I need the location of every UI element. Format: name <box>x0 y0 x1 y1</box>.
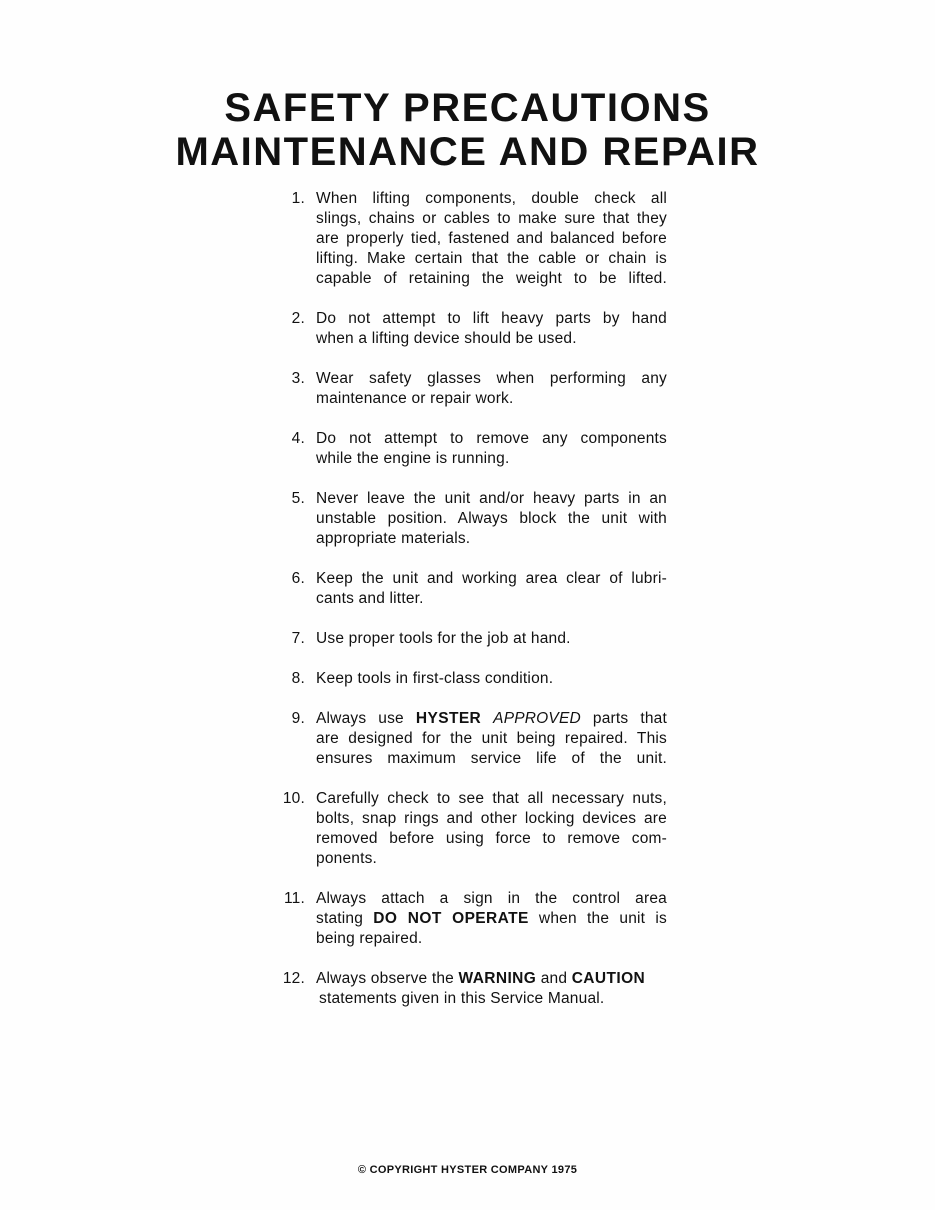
page-title <box>0 86 935 174</box>
item-number: 1. <box>291 190 305 207</box>
copyright-footer: © COPYRIGHT HYSTER COMPANY 1975 <box>357 1164 578 1176</box>
text-line: Keep tools in first-class condition. <box>316 670 554 687</box>
text-line: Wear safety glasses when performing any <box>316 370 667 387</box>
text-line: maintenance or repair work. <box>316 390 514 407</box>
text-segment: and <box>536 970 572 987</box>
text-line <box>316 909 667 929</box>
item-number: 12. <box>282 970 305 987</box>
text-line: being repaired. <box>316 930 423 947</box>
list-item <box>272 489 667 549</box>
text-line: statements given in this Service Manual. <box>319 990 605 1007</box>
list-item <box>272 369 667 409</box>
text-segment: when the unit is <box>528 910 667 927</box>
item-text <box>316 369 667 409</box>
item-text <box>316 969 667 1009</box>
item-number: 4. <box>291 430 305 447</box>
list-item <box>272 429 667 469</box>
text-line: appropriate materials. <box>316 530 471 547</box>
text-line <box>316 969 667 989</box>
text-segment: Always use <box>316 710 416 727</box>
item-text <box>316 629 667 649</box>
title-line-2: MAINTENANCE AND REPAIR <box>175 130 760 174</box>
item-text <box>316 569 667 609</box>
text-line: are designed for the unit being repaired. This <box>316 730 667 747</box>
text-segment: Always observe the <box>316 970 459 987</box>
item-text <box>316 789 667 869</box>
text-line: Keep the unit and working area clear of lubri- <box>316 570 667 587</box>
list-item <box>272 789 667 869</box>
item-text <box>316 669 667 689</box>
text-line: lifting. Make certain that the cable or chain is <box>316 250 667 267</box>
item-number: 7. <box>291 630 305 647</box>
list-item <box>272 669 667 689</box>
text-line: removed before using force to remove com- <box>316 830 667 847</box>
item-text <box>316 309 667 349</box>
brand-text: HYSTER <box>415 710 482 727</box>
item-text <box>316 889 667 949</box>
item-number: 6. <box>291 570 305 587</box>
list-item <box>272 189 667 289</box>
text-line: ensures maximum service life of the unit. <box>316 750 667 767</box>
item-number: 8. <box>291 670 305 687</box>
text-line: When lifting components, double check all <box>316 190 667 207</box>
list-item <box>272 569 667 609</box>
list-item <box>272 969 667 1009</box>
text-line: Never leave the unit and/or heavy parts in an <box>316 490 667 507</box>
emphasis-text: DO NOT OPERATE <box>373 910 529 927</box>
title-line-1: SAFETY PRECAUTIONS <box>224 86 711 130</box>
text-line: ponents. <box>316 850 378 867</box>
list-item <box>272 629 667 649</box>
text-segment: stating <box>316 910 374 927</box>
list-item <box>272 709 667 769</box>
text-line: when a lifting device should be used. <box>316 330 577 347</box>
text-segment: parts that <box>580 710 667 727</box>
item-text <box>316 429 667 469</box>
text-line: Carefully check to see that all necessary nuts, <box>316 790 667 807</box>
item-number: 10. <box>282 790 305 807</box>
text-line: bolts, snap rings and other locking devices are <box>316 810 667 827</box>
item-number: 5. <box>291 490 305 507</box>
text-line <box>316 709 667 729</box>
item-number: 9. <box>291 710 305 727</box>
text-line: Do not attempt to remove any components <box>316 430 667 447</box>
item-text <box>316 189 667 289</box>
list-item <box>272 889 667 949</box>
emphasis-text: APPROVED <box>493 710 581 727</box>
text-line: Always attach a sign in the control area <box>316 890 667 907</box>
text-line: cants and litter. <box>316 590 424 607</box>
text-line: unstable position. Always block the unit with <box>316 510 667 527</box>
item-text <box>316 489 667 549</box>
item-number: 3. <box>291 370 305 387</box>
item-number: 11. <box>284 890 305 907</box>
emphasis-text: WARNING <box>458 970 537 987</box>
text-line: Do not attempt to lift heavy parts by hand <box>316 310 667 327</box>
text-line: capable of retaining the weight to be lifted. <box>316 270 667 287</box>
emphasis-text: CAUTION <box>571 970 646 987</box>
item-number: 2. <box>291 310 305 327</box>
precautions-list <box>272 189 667 1029</box>
text-line: while the engine is running. <box>316 450 510 467</box>
item-text <box>316 709 667 769</box>
text-line: slings, chains or cables to make sure that they <box>316 210 667 227</box>
text-line: Use proper tools for the job at hand. <box>316 630 571 647</box>
text-line: are properly tied, fastened and balanced before <box>316 230 667 247</box>
list-item <box>272 309 667 349</box>
